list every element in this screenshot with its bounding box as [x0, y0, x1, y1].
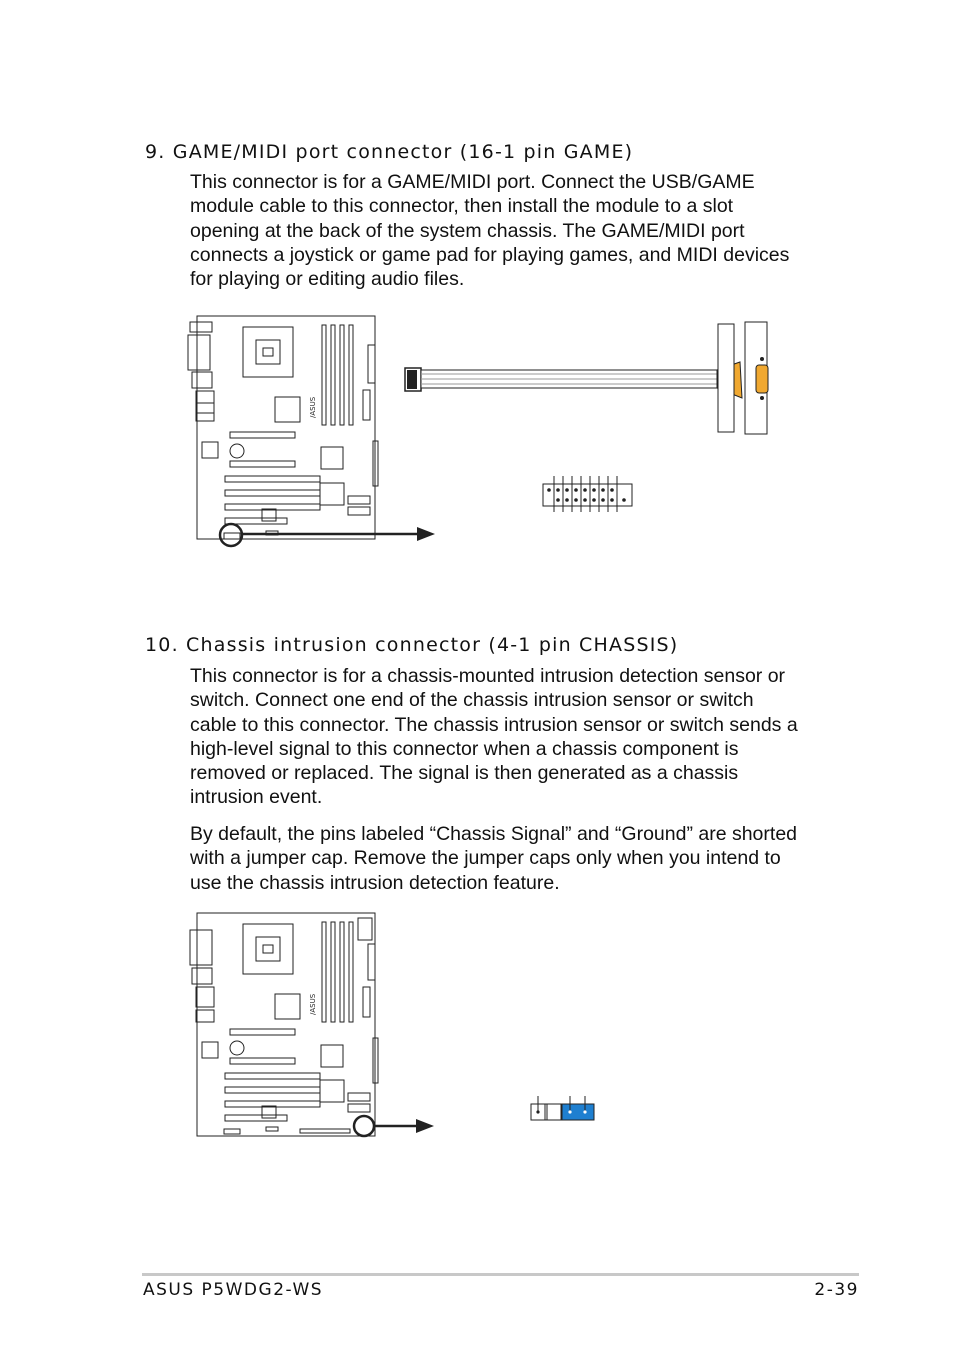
pointer-arrow [374, 1119, 434, 1133]
section-10-heading: 10. Chassis intrusion connector (4-1 pin CHASSIS) [145, 634, 679, 656]
chassis-pin-header [531, 1096, 594, 1120]
section-10-paragraph-2 [190, 822, 820, 895]
board-logo: /ASUS [309, 396, 317, 418]
game-module-cable [405, 322, 768, 434]
jumper-cap [562, 1104, 594, 1120]
paragraph-line: connects a joystick or game pad for playing games, and MIDI devices [190, 243, 790, 266]
footer-divider [142, 1273, 859, 1276]
game-pin-header [543, 476, 632, 512]
paragraph-line: intrusion event. [190, 786, 323, 809]
paragraph-line: switch. Connect one end of the chassis intrusion sensor or switch [190, 689, 754, 712]
footer-product-name: ASUS P5WDG2-WS [143, 1280, 324, 1300]
paragraph-line: removed or replaced. The signal is then generated as a chassis [190, 762, 739, 785]
motherboard-diagram-2 [190, 913, 378, 1136]
paragraph-line: opening at the back of the system chassis. The GAME/MIDI port [190, 219, 745, 242]
paragraph-line: use the chassis intrusion detection feature. [190, 871, 560, 894]
game-connector-figure [0, 0, 954, 600]
paragraph-line: This connector is for a chassis-mounted intrusion detection sensor or [190, 665, 786, 687]
paragraph-line: module cable to this connector, then install the module to a slot [190, 195, 734, 218]
paragraph-line: cable to this connector. The chassis intrusion sensor or switch sends a [190, 713, 798, 736]
chassis-connector-figure [0, 900, 954, 1150]
paragraph-line: By default, the pins labeled “Chassis Signal” and “Ground” are shorted [190, 823, 798, 845]
footer-page-number: 2-39 [814, 1280, 859, 1300]
paragraph-line: for playing or editing audio files. [190, 268, 465, 291]
paragraph-line: high-level signal to this connector when a chassis component is [190, 737, 739, 760]
section-10-paragraph-1 [190, 664, 820, 810]
paragraph-line: with a jumper cap. Remove the jumper caps only when you intend to [190, 847, 781, 870]
paragraph-line: This connector is for a GAME/MIDI port. Connect the USB/GAME [190, 171, 755, 193]
board-logo: /ASUS [309, 993, 317, 1015]
motherboard-diagram-1 [188, 316, 378, 546]
section-9-heading: 9. GAME/MIDI port connector (16-1 pin GAME) [145, 141, 634, 163]
